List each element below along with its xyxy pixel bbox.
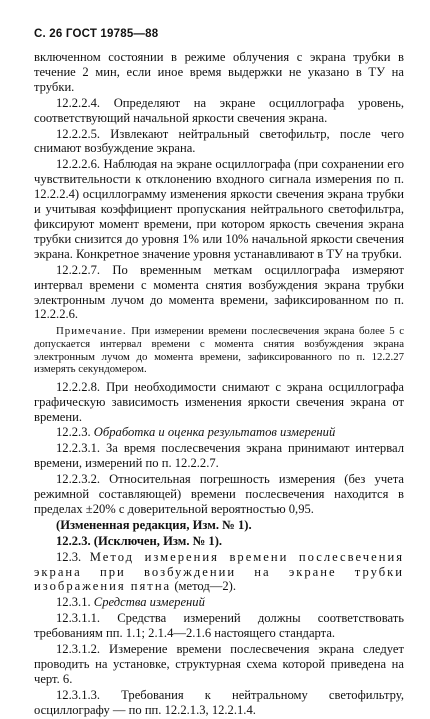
section-heading [34,595,404,610]
paragraph: 12.3.1.3. Требования к нейтральному светофильтру, осциллографу — по пп. 12.2.1.3, 12.2.1.4. [34,687,404,717]
paragraph: 12.2.2.5. Извлекают нейтральный светофильтр, после чего снимают возбуждение экрана. [34,126,404,156]
amendment-note: (Измененная редакция, Изм. № 1). [56,517,252,532]
section-number: 12.3.1. [56,595,91,610]
paragraph: 12.2.2.6. Наблюдая на экране осциллографа (при сохранении его чувствительности к отклонению входного сигнала измерения по п. 12.2.2.4) осциллограмму изменения яркости свечения экрана трубки и учитывая коэффициент пропускания нейтрального светофильтра, фиксируют момент времени, при котором яркость свечения экрана трубки снизится до уровня 1% или 10% начальной яркости свечения экрана. Конкретное значение уровня устанавливают в ТУ на трубки. [34,157,404,261]
paragraph: 12.2.2.8. При необходимости снимают с экрана осциллографа графическую зависимость изменения яркости свечения экрана от времени. [34,379,404,424]
section-number: 12.3. [56,549,82,564]
note-text: При измерении времени послесвечения экрана более 5 с допускается интервал времени с момента снятия возбуждения экрана электронным лучом до момента времени, зафиксированного по п. 12.2.27 измерять секундомером. [34,325,404,376]
paragraph: 12.2.2.7. По временным меткам осциллографа измеряют интервал времени с момента снятия возбуждения экрана трубки электронным лучом до момента времени, зафиксированном по п. 12.2.2.6. [34,262,404,322]
method-tail: (метод—2). [174,579,236,594]
paragraph: 12.3.1.1. Средства измерений должны соответствовать требованиям пп. 1.1; 2.1.4—2.1.6 настоящего стандарта. [34,611,404,641]
paragraph: 12.2.2.4. Определяют на экране осциллографа уровень, соответствующий начальной яркости свечения экрана. [34,95,404,125]
section-title: Средства измерений [93,595,205,610]
paragraph: включенном состоянии в режиме облучения с экрана трубки в течение 2 мин, если иное время выдержки не указано в ТУ на трубки. [34,50,404,94]
excluded-note: 12.2.3. (Исключен, Изм. № 1). [56,533,223,548]
section-title: Обработка и оценка результатов измерений [93,425,336,440]
note-label: Примечание. [56,325,127,338]
method-title: Метод измерения времени послесвечения экрана при возбуждении на экране трубки изображения пятна [34,549,404,594]
page-header: С. 26 ГОСТ 19785—88 [34,28,159,40]
note [34,325,404,375]
section-number: 12.2.3. [56,425,91,440]
paragraph: 12.2.3.1. За время послесвечения экрана принимают интервал времени, измерений по п. 12.2.2.7. [34,441,404,471]
paragraph: 12.3.1.2. Измерение времени послесвечения экрана следует проводить на установке, структурная схема которой приведена на черт. 6. [34,642,404,686]
method-heading [34,550,404,595]
document-body [34,50,404,719]
section-heading [34,425,404,440]
paragraph: 12.2.3.2. Относительная погрешность измерения (без учета режимной составляющей) времени послесвечения находится в пределах ±20% с доверительной вероятностью 0,95. [34,472,404,516]
